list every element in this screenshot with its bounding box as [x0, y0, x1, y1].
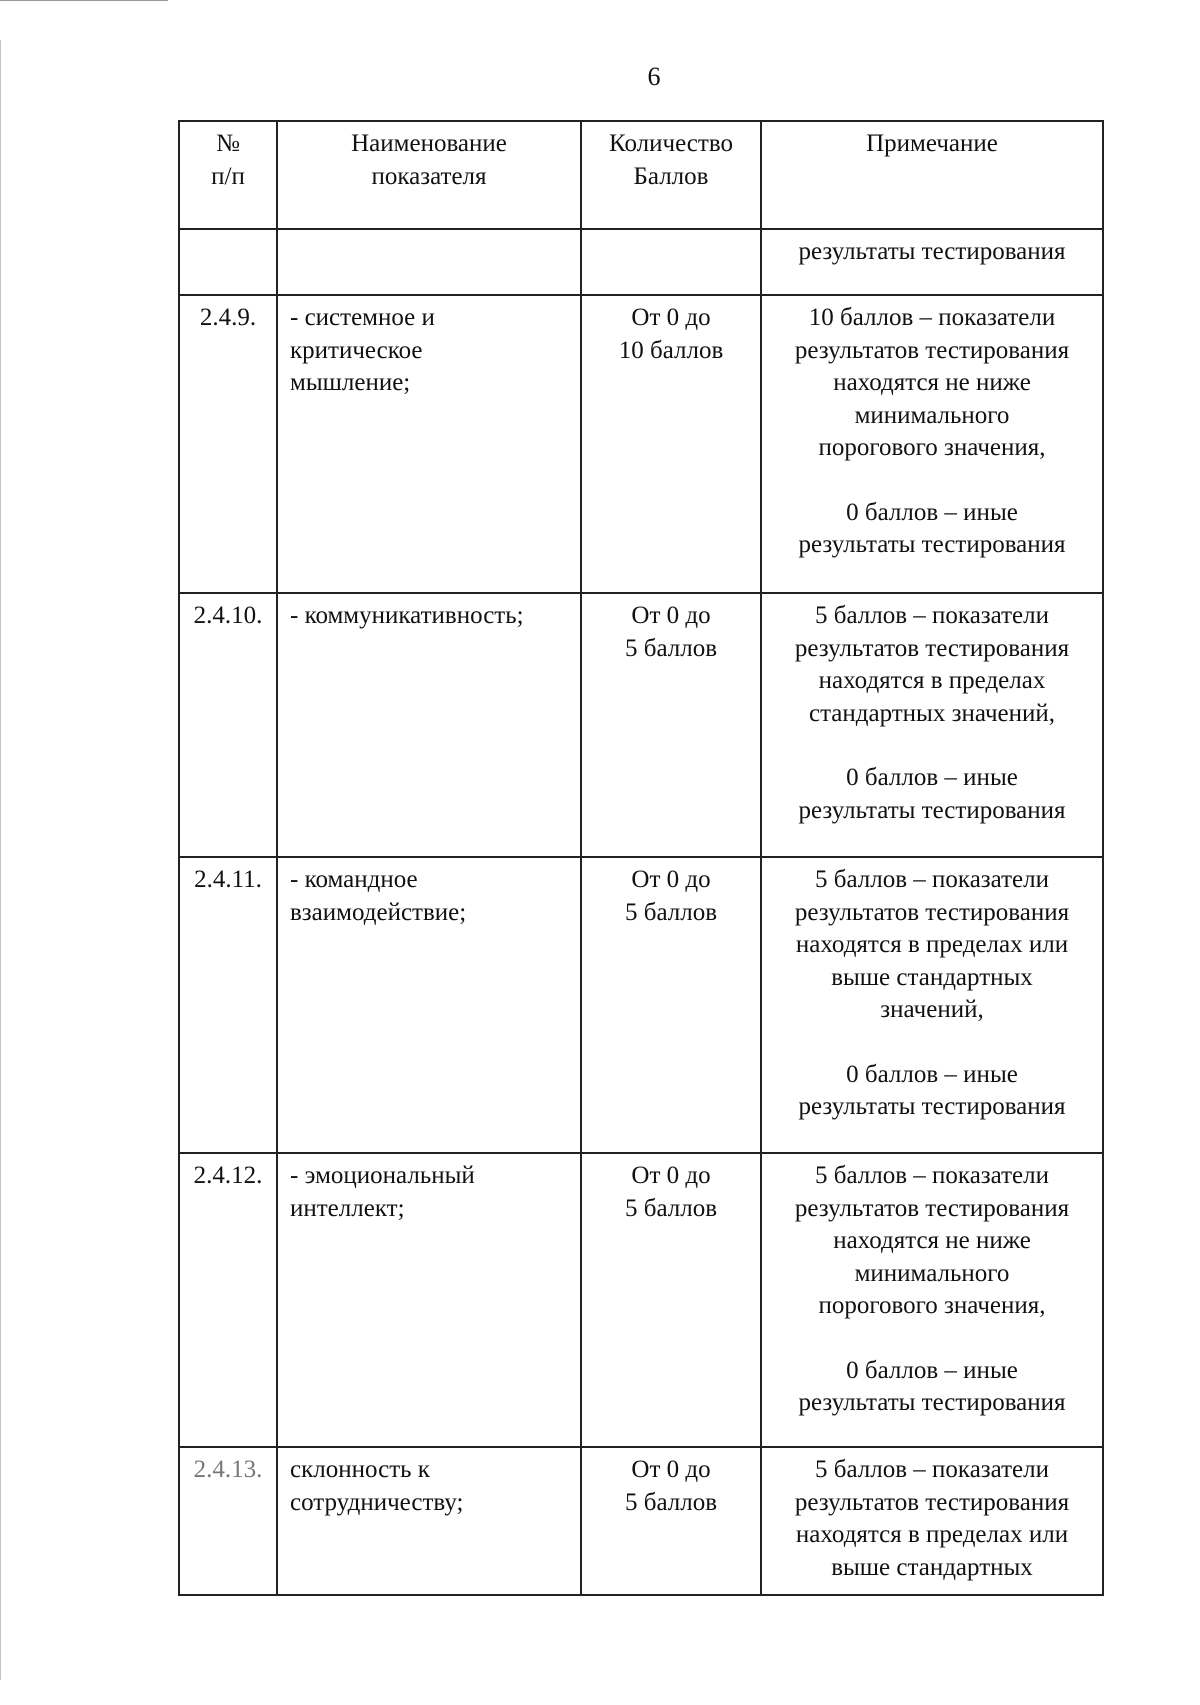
- points-line: 5 баллов: [624, 898, 718, 926]
- cell-num: [179, 1447, 277, 1595]
- note-line: результаты тестирования: [798, 238, 1066, 265]
- points-line: От 0 до: [631, 602, 711, 629]
- note-line: минимального: [854, 401, 1010, 429]
- cell-num: 2.4.12.: [179, 1153, 277, 1447]
- header-num-line: п/п: [211, 162, 245, 190]
- note-line: 0 баллов – иные: [846, 1356, 1018, 1384]
- name-line: мышление;: [290, 369, 411, 396]
- points-line: 5 баллов: [624, 634, 718, 662]
- indicators-table: [178, 120, 1104, 1596]
- cell-name: [277, 593, 581, 857]
- name-line: критическое: [290, 336, 423, 364]
- note-line: находятся в пределах или: [795, 1521, 1069, 1548]
- note-gap: [768, 1323, 1096, 1355]
- note-line: находятся в пределах: [818, 667, 1046, 694]
- cell-note: [761, 593, 1103, 857]
- note-line: порогового значения,: [818, 434, 1046, 461]
- cell-points: [581, 295, 761, 593]
- table-row: [179, 1153, 1103, 1447]
- cell-note: [761, 1153, 1103, 1447]
- note-line: 10 баллов – показатели: [808, 304, 1056, 331]
- header-points: [581, 121, 761, 229]
- note-line: находятся не ниже: [833, 1227, 1031, 1254]
- cell-num: 2.4.11.: [179, 857, 277, 1153]
- cell-num-text: 2.4.13.: [193, 1456, 263, 1483]
- note-line: порогового значения,: [818, 1292, 1046, 1319]
- note-gap: [768, 730, 1096, 762]
- table-row: [179, 229, 1103, 295]
- note-gap: [768, 465, 1096, 497]
- points-line: От 0 до: [631, 304, 711, 331]
- note-line: выше стандартных: [831, 1553, 1033, 1581]
- cell-name: [277, 295, 581, 593]
- page-number: 6: [647, 62, 661, 91]
- note-line: результаты тестирования: [798, 1389, 1066, 1416]
- cell-num: [179, 229, 277, 295]
- header-name: [277, 121, 581, 229]
- table-row: [179, 1447, 1103, 1595]
- name-line: - командное: [290, 866, 418, 893]
- note-line: 0 баллов – иные: [846, 498, 1018, 526]
- note-line: результатов тестирования: [794, 1488, 1070, 1516]
- cell-note: [761, 229, 1103, 295]
- note-line: результаты тестирования: [798, 531, 1066, 558]
- table-header-row: [179, 121, 1103, 229]
- points-line: 5 баллов: [624, 1194, 718, 1222]
- name-line: - эмоциональный: [290, 1162, 475, 1189]
- note-line: результатов тестирования: [794, 336, 1070, 364]
- points-line: От 0 до: [631, 1456, 711, 1483]
- note-line: минимального: [854, 1259, 1010, 1287]
- note-line: результатов тестирования: [794, 634, 1070, 662]
- note-line: находятся не ниже: [833, 369, 1031, 396]
- cell-name: [277, 1153, 581, 1447]
- cell-points: [581, 1447, 761, 1595]
- cell-note: [761, 295, 1103, 593]
- cell-name: [277, 229, 581, 295]
- scan-edge-top: [0, 0, 168, 1]
- cell-num: 2.4.9.: [179, 295, 277, 593]
- header-num-line: №: [216, 130, 240, 157]
- note-line: выше стандартных: [831, 963, 1033, 991]
- name-line: интеллект;: [290, 1194, 405, 1222]
- name-line: - системное и: [290, 304, 435, 331]
- note-line: 0 баллов – иные: [846, 764, 1018, 791]
- header-points-line: Баллов: [633, 162, 709, 190]
- note-line: 5 баллов – показатели: [815, 1162, 1049, 1189]
- cell-points: [581, 857, 761, 1153]
- table-row: [179, 593, 1103, 857]
- note-line: результатов тестирования: [794, 898, 1070, 926]
- header-name-line: показателя: [371, 162, 487, 190]
- table-row: [179, 295, 1103, 593]
- note-line: результатов тестирования: [794, 1194, 1070, 1222]
- note-line: значений,: [880, 996, 984, 1023]
- note-line: 5 баллов – показатели: [815, 602, 1049, 629]
- note-line: 5 баллов – показатели: [815, 1456, 1049, 1483]
- cell-num: 2.4.10.: [179, 593, 277, 857]
- note-gap: [768, 1027, 1096, 1059]
- cell-note: [761, 857, 1103, 1153]
- points-line: 5 баллов: [624, 1488, 718, 1516]
- cell-points: [581, 593, 761, 857]
- points-line: 10 баллов: [618, 336, 724, 364]
- cell-points: [581, 229, 761, 295]
- points-line: От 0 до: [631, 1162, 711, 1189]
- name-line: склонность к: [290, 1456, 430, 1483]
- name-line: взаимодействие;: [290, 898, 467, 926]
- name-line: - коммуникативность;: [290, 602, 524, 629]
- header-note-line: Примечание: [866, 130, 998, 157]
- note-line: стандартных значений,: [808, 699, 1056, 727]
- cell-note: [761, 1447, 1103, 1595]
- note-line: результаты тестирования: [798, 1093, 1066, 1120]
- scan-edge-left: [0, 40, 1, 1680]
- points-line: От 0 до: [631, 866, 711, 893]
- table-row: [179, 857, 1103, 1153]
- note-line: находятся в пределах или: [795, 931, 1069, 958]
- header-points-line: Количество: [609, 130, 733, 157]
- note-line: 0 баллов – иные: [846, 1060, 1018, 1088]
- cell-points: [581, 1153, 761, 1447]
- header-name-line: Наименование: [351, 130, 507, 157]
- header-note: [761, 121, 1103, 229]
- header-num: [179, 121, 277, 229]
- note-line: 5 баллов – показатели: [815, 866, 1049, 893]
- cell-name: [277, 1447, 581, 1595]
- note-line: результаты тестирования: [798, 796, 1066, 824]
- name-line: сотрудничеству;: [290, 1488, 464, 1516]
- cell-name: [277, 857, 581, 1153]
